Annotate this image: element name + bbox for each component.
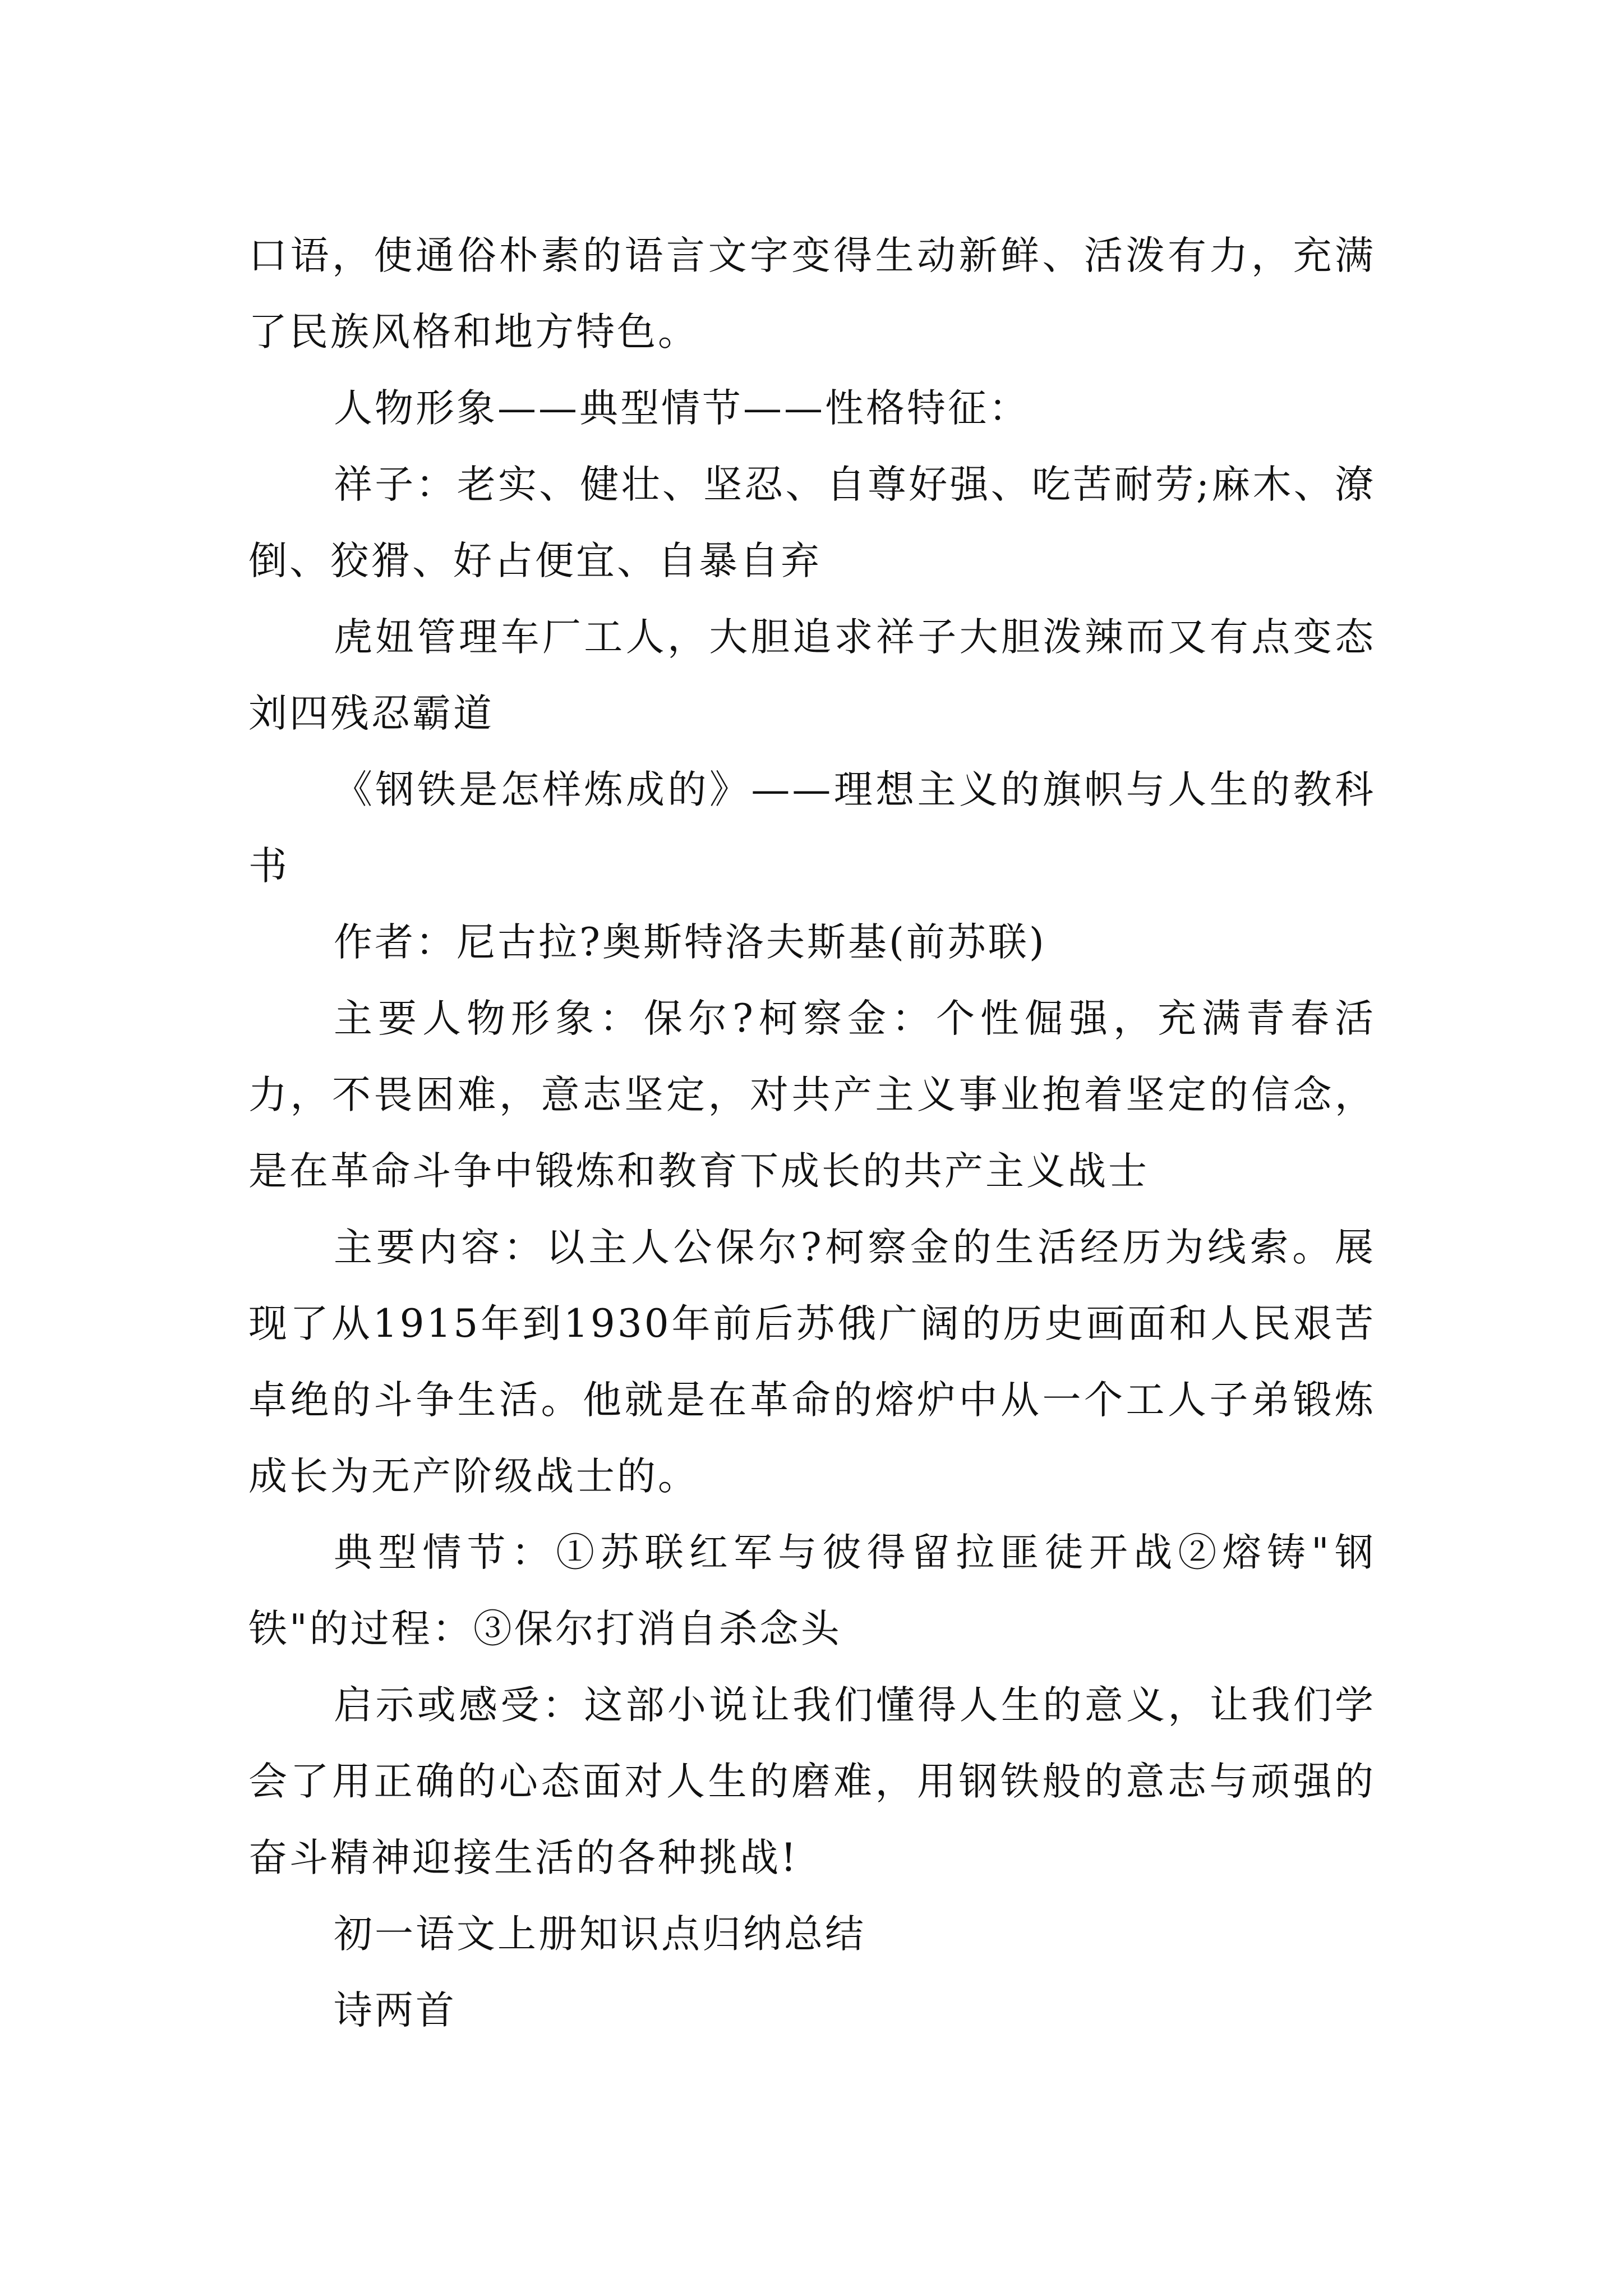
paragraph-intro-continuation: 口语，使通俗朴素的语言文字变得生动新鲜、活泼有力，充满了民族风格和地方特色。	[248, 233, 1376, 355]
paragraph-author: 作者：尼古拉?奥斯特洛夫斯基(前苏联)	[334, 920, 1046, 965]
paragraph-two-poems: 诗两首	[334, 1988, 457, 2033]
paragraph-huniu: 虎妞管理车厂工人，大胆追求祥子大胆泼辣而又有点变态刘四残忍霸道	[248, 615, 1376, 736]
document-body	[248, 218, 1376, 2049]
paragraph-main-character: 主要人物形象：保尔?柯察金：个性倔强，充满青春活力，不畏困难，意志坚定，对共产主义事业抱着坚定的信念，是在革命斗争中锻炼和教育下成长的共产主义战士	[248, 996, 1376, 1194]
paragraph-typical-plots: 典型情节：①苏联红军与彼得留拉匪徒开战②熔铸"钢铁"的过程：③保尔打消自杀念头	[248, 1530, 1376, 1651]
paragraph-steel-title: 《钢铁是怎样炼成的》——理想主义的旗帜与人生的教科书	[248, 767, 1376, 889]
paragraph-section-title: 初一语文上册知识点归纳总结	[334, 1912, 866, 1957]
paragraph-main-content: 主要内容：以主人公保尔?柯察金的生活经历为线索。展现了从1915年到1930年前后苏俄广阔的历史画面和人民艰苦卓绝的斗争生活。他就是在革命的熔炉中从一个工人子弟锻炼成长为无产阶级战士的。	[248, 1225, 1376, 1499]
paragraph-character-heading: 人物形象——典型情节——性格特征：	[334, 386, 1030, 431]
paragraph-xiangzi: 祥子：老实、健壮、坚忍、自尊好强、吃苦耐劳;麻木、潦倒、狡猾、好占便宜、自暴自弃	[248, 462, 1376, 583]
paragraph-inspiration: 启示或感受：这部小说让我们懂得人生的意义，让我们学会了用正确的心态面对人生的磨难，用钢铁般的意志与顽强的奋斗精神迎接生活的各种挑战!	[248, 1683, 1376, 1880]
